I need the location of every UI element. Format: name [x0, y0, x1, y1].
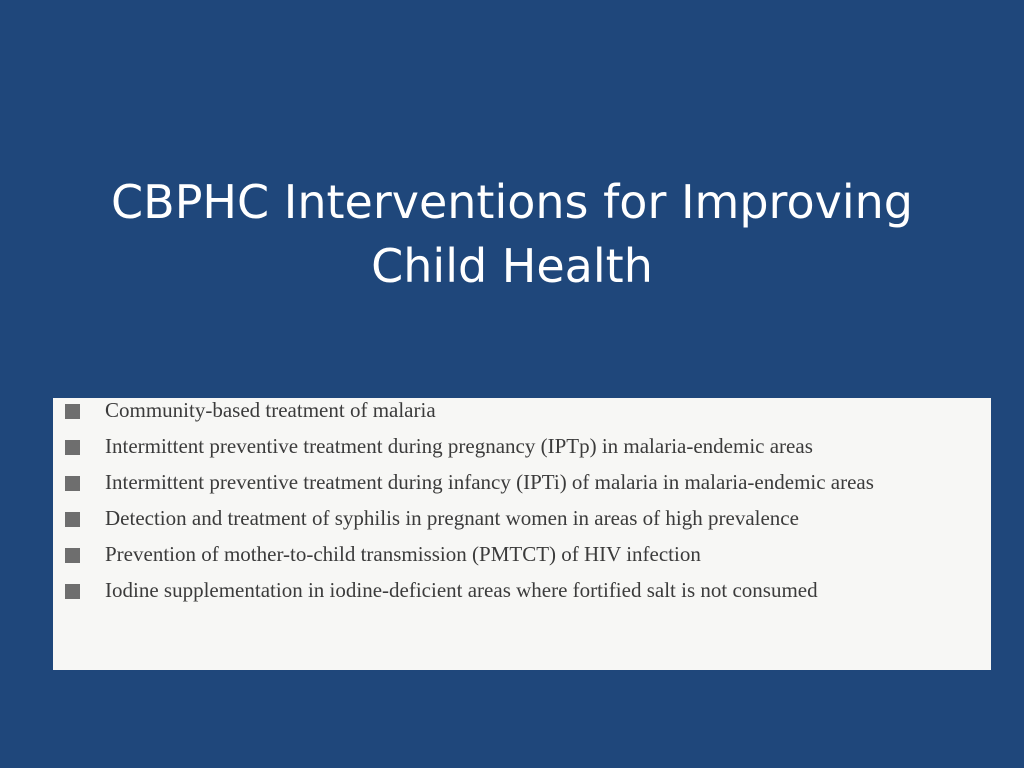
square-bullet-icon	[65, 476, 80, 491]
title-line-1: CBPHC Interventions for Improving	[111, 175, 913, 229]
square-bullet-icon	[65, 404, 80, 419]
list-item	[65, 572, 985, 608]
square-bullet-icon	[65, 512, 80, 527]
square-bullet-icon	[65, 548, 80, 563]
list-item-text: Prevention of mother-to-child transmission (PMTCT) of HIV infection	[105, 542, 701, 566]
list-item	[65, 392, 985, 428]
list-item	[65, 536, 985, 572]
square-bullet-icon	[65, 584, 80, 599]
list-item	[65, 428, 985, 464]
list-item-text: Intermittent preventive treatment during pregnancy (IPTp) in malaria-endemic areas	[105, 434, 813, 458]
square-bullet-icon	[65, 440, 80, 455]
interventions-list	[65, 392, 991, 608]
interventions-panel	[53, 398, 991, 670]
list-item	[65, 500, 985, 536]
title-line-2: Child Health	[371, 239, 653, 293]
list-item-text: Detection and treatment of syphilis in pregnant women in areas of high prevalence	[105, 506, 799, 530]
slide-title	[40, 170, 984, 298]
list-item-text: Community-based treatment of malaria	[105, 398, 436, 422]
list-item-text: Iodine supplementation in iodine-deficient areas where fortified salt is not consumed	[105, 578, 818, 602]
list-item-text: Intermittent preventive treatment during infancy (IPTi) of malaria in malaria-endemic areas	[105, 470, 874, 494]
list-item	[65, 464, 985, 500]
